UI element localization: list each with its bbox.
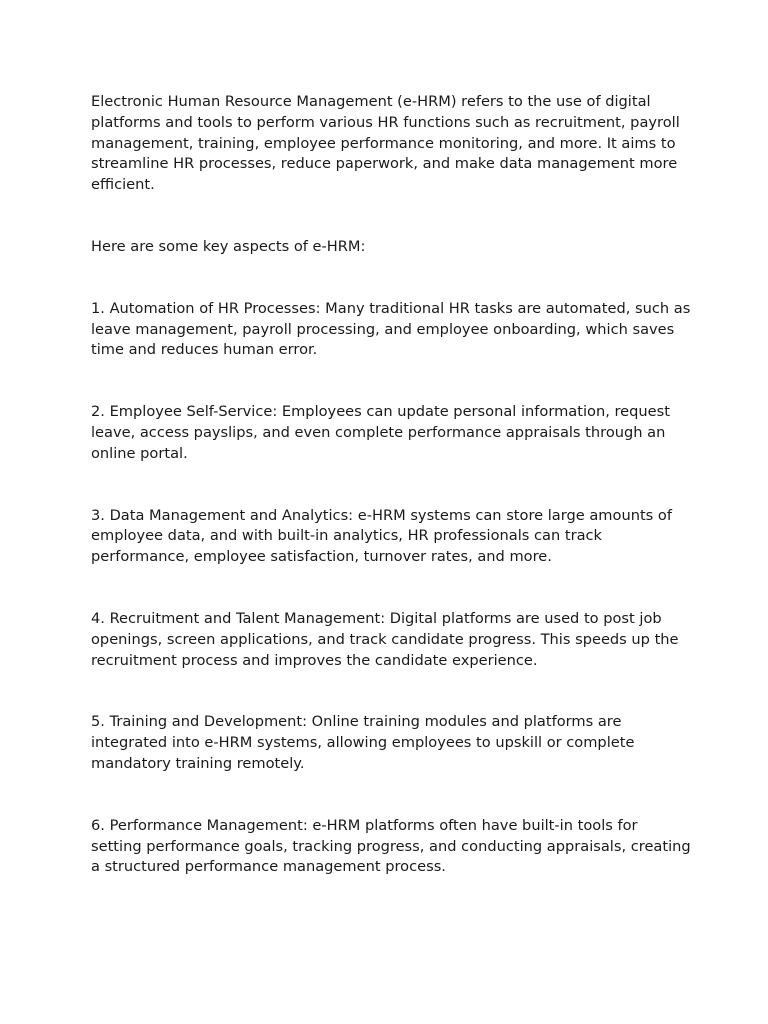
list-item: 1. Automation of HR Processes: Many traditional HR tasks are automated, such as leave management, payroll processing, and employee onboarding, which saves time and reduces human error. bbox=[91, 299, 691, 359]
list-item: 3. Data Management and Analytics: e-HRM systems can store large amounts of employee data, and with built-in analytics, HR professionals can track performance, employee satisfaction, turnover rates, and more. bbox=[91, 506, 672, 566]
lead-paragraph: Here are some key aspects of e-HRM: bbox=[91, 237, 366, 255]
intro-paragraph: Electronic Human Resource Management (e-HRM) refers to the use of digital platforms and tools to perform various HR functions such as recruitment, payroll management, training, employee performance monitoring, and more. It aims to streamline HR processes, reduce paperwork, and make data management more efficient. bbox=[91, 93, 680, 194]
list-item: 2. Employee Self-Service: Employees can update personal information, request leave, access payslips, and even complete performance appraisals through an online portal. bbox=[91, 403, 670, 462]
document-body bbox=[91, 92, 691, 878]
list-item: 6. Performance Management: e-HRM platforms often have built-in tools for setting performance goals, tracking progress, and conducting appraisals, creating a structured performance management process. bbox=[91, 816, 691, 876]
list-item: 4. Recruitment and Talent Management: Digital platforms are used to post job openings, screen applications, and track candidate progress. This speeds up the recruitment process and improves the candidate experience. bbox=[91, 609, 679, 669]
list-item: 5. Training and Development: Online training modules and platforms are integrated into e-HRM systems, allowing employees to upskill or complete mandatory training remotely. bbox=[91, 713, 635, 772]
